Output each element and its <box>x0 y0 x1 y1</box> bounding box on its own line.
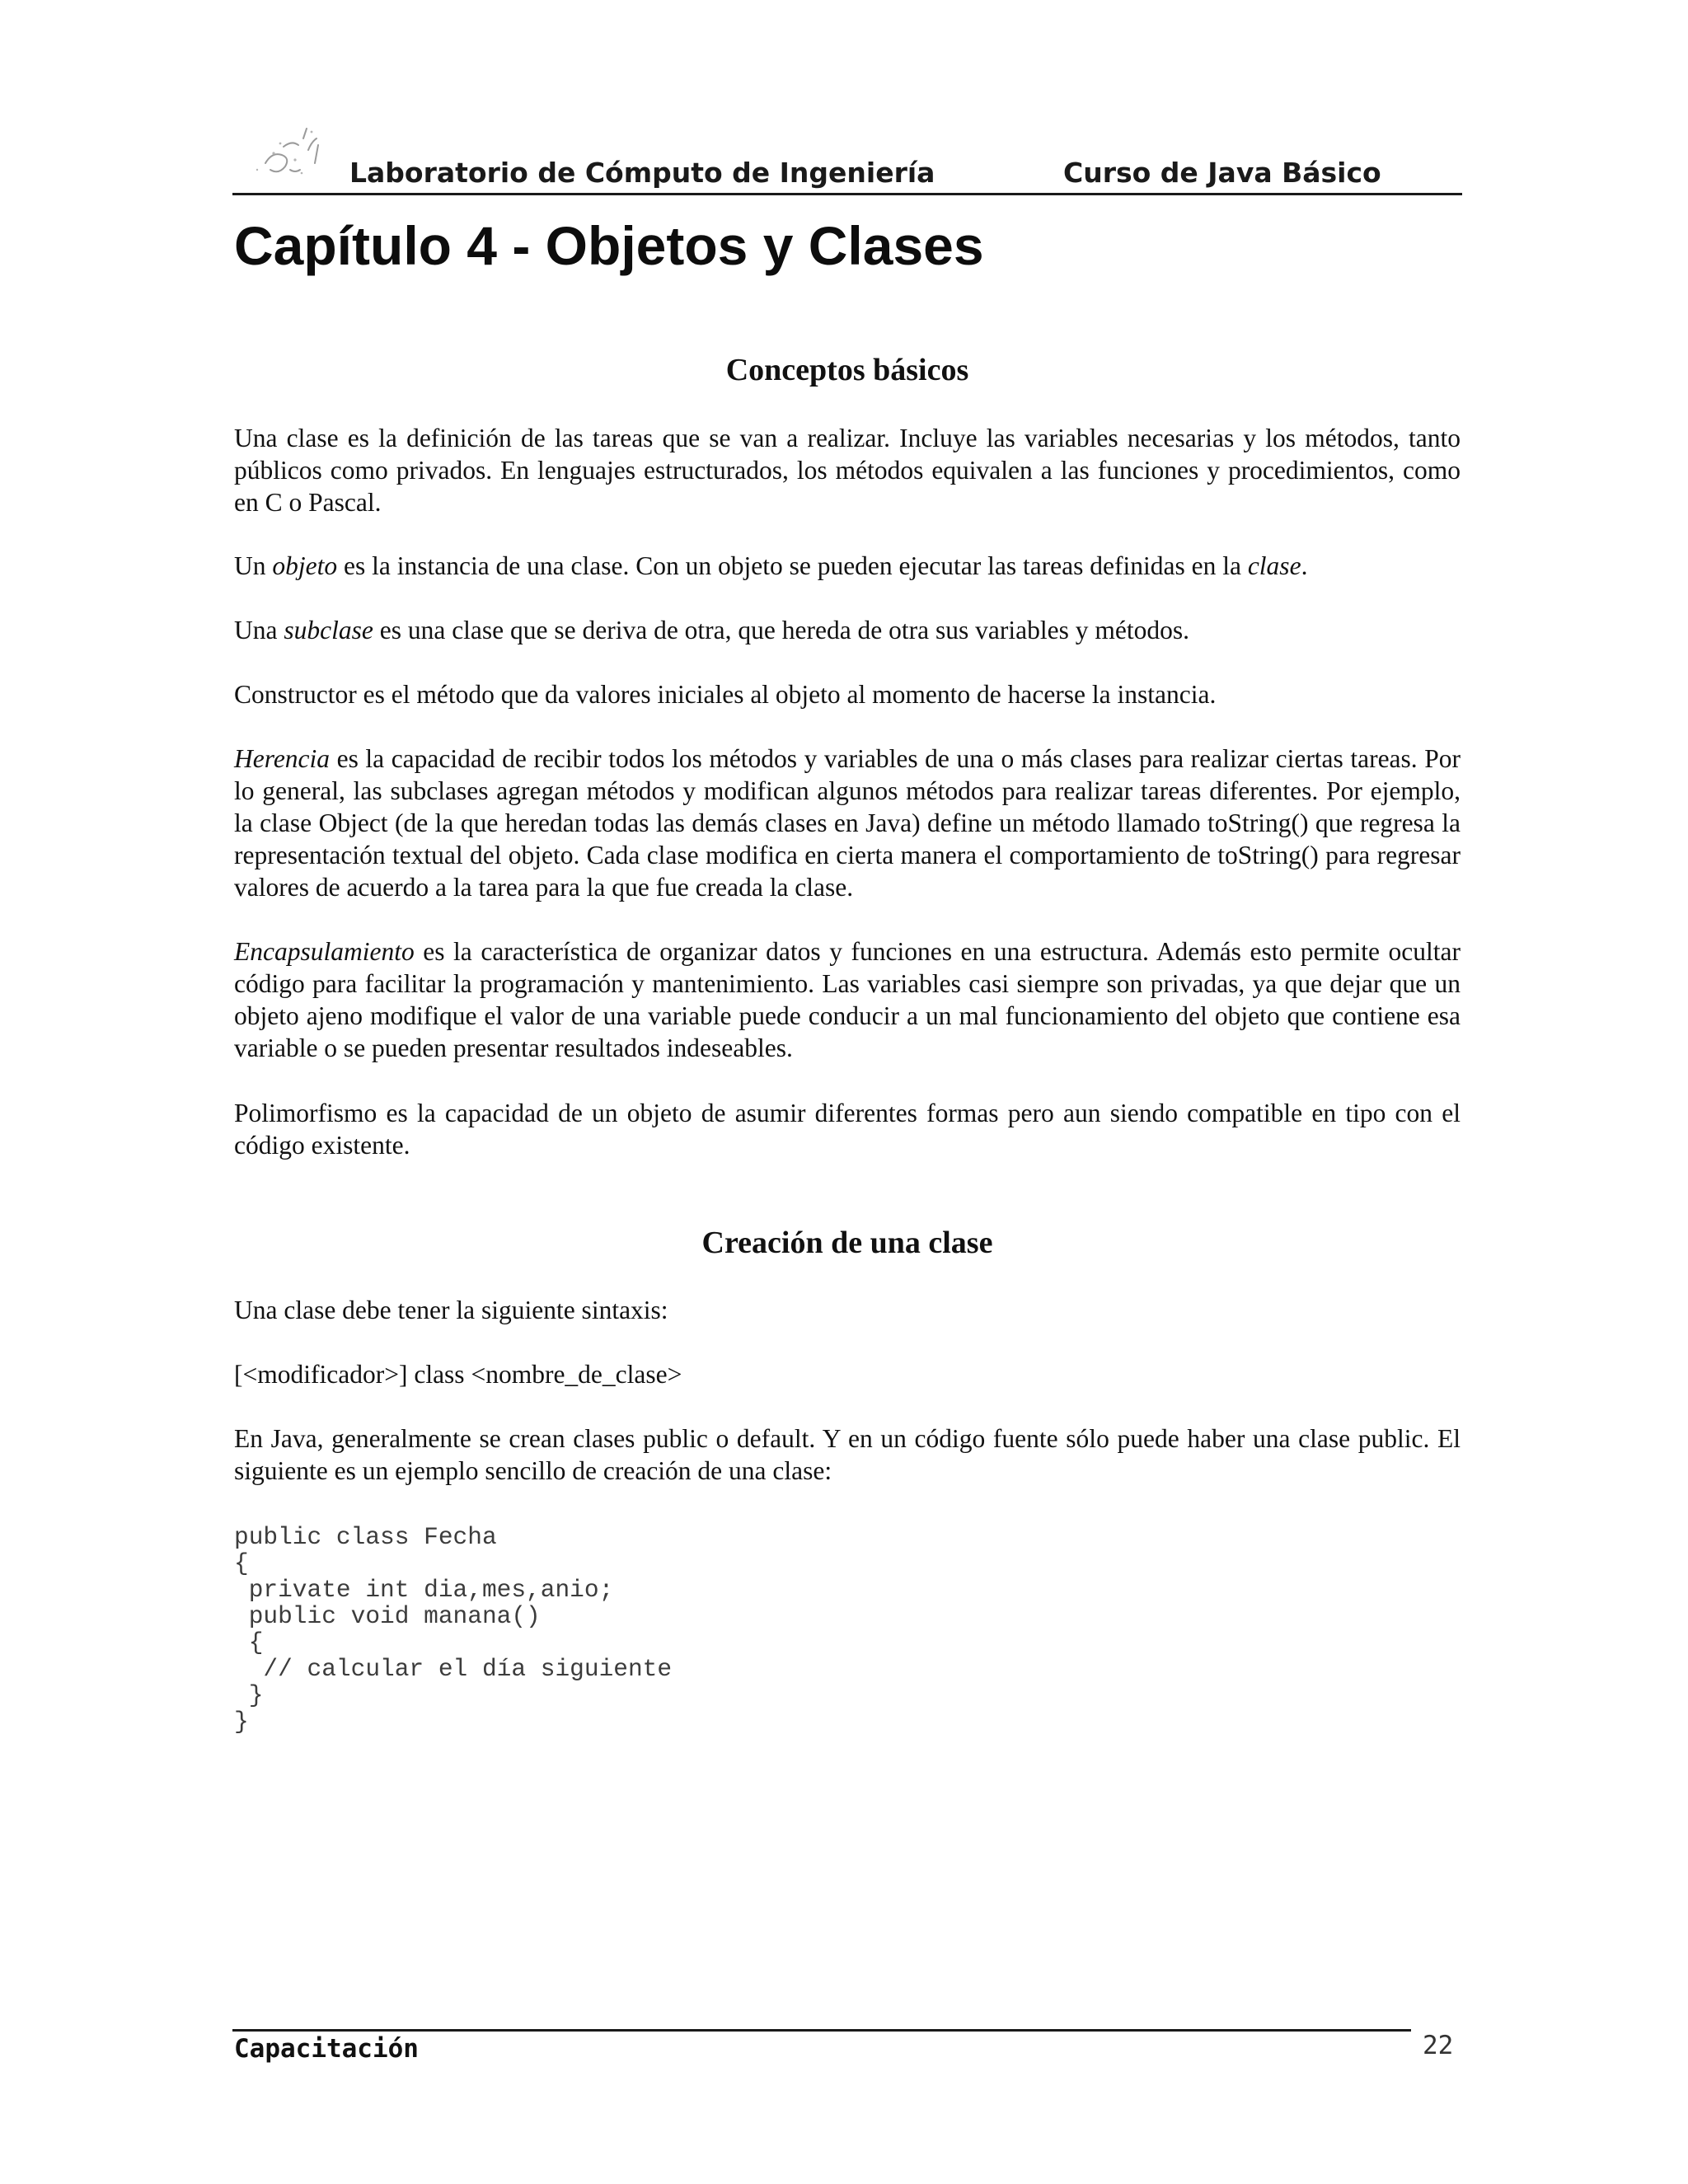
paragraph-polimorfismo: Polimorfismo es la capacidad de un objeto de asumir diferentes formas pero aun siendo compatible en tipo con el código existente. <box>234 1099 1461 1160</box>
paragraph-objeto: Un objeto es la instancia de una clase. Con un objeto se pueden ejecutar las tareas definidas en la clase. <box>234 551 1308 580</box>
running-header <box>232 150 1462 195</box>
section-heading-conceptos: Conceptos básicos <box>725 353 969 387</box>
paragraph-herencia: Herencia es la capacidad de recibir todos los métodos y variables de una o más clases para realizar ciertas tareas. Por lo general, las subclases agregan métodos y modifican algunos métodos para realizar tareas diferentes. Por ejemplo, la clase Object (de la que heredan todas las demás clases en Java) define un método llamado toString() que regresa la representación textual del objeto. Cada clase modifica en cierta manera el comportamiento de toString() para regresar valores de acuerdo a la tarea para la que fue creada la clase. <box>234 744 1461 902</box>
term-herencia: Herencia <box>234 744 331 773</box>
term-encapsulamiento: Encapsulamiento <box>234 937 415 966</box>
paragraph-sintaxis-intro: Una clase debe tener la siguiente sintaxis: <box>234 1296 668 1324</box>
header-lab-name: Laboratorio de Cómputo de Ingeniería <box>349 157 935 189</box>
chapter-title: Capítulo 4 - Objetos y Clases <box>234 215 984 276</box>
term-subclase: subclase <box>284 616 373 644</box>
paragraph-encapsulamiento: Encapsulamiento es la característica de organizar datos y funciones en una estructura. Además esto permite ocultar código para facilitar la programación y mantenimiento. Las variables casi siempre son privadas, ya que dejar que un objeto ajeno modifique el valor de una variable puede conducir a un mal funcionamiento del objeto que contiene esa variable o se pueden presentar resultados indeseables. <box>234 937 1461 1062</box>
paragraph-constructor: Constructor es el método que da valores iniciales al objeto al momento de hacerse la instancia. <box>234 680 1217 709</box>
code-example: public class Fecha { private int dia,mes,anio; public void manana() { // calcular el día siguiente } } <box>234 1523 673 1736</box>
term-clase: clase <box>1247 551 1301 580</box>
paragraph-java-clases: En Java, generalmente se crean clases public o default. Y en un código fuente sólo puede haber una clase public. El siguiente es un ejemplo sencillo de creación de una clase: <box>234 1424 1461 1485</box>
footer-rule <box>232 2029 1411 2032</box>
term-objeto: objeto <box>272 551 338 580</box>
header-course-name: Curso de Java Básico <box>1063 157 1381 189</box>
footer-label: Capacitación <box>234 2034 419 2064</box>
page-number: 22 <box>1423 2031 1454 2060</box>
paragraph-subclase: Una subclase es una clase que se deriva de otra, que hereda de otra sus variables y métodos. <box>234 616 1189 644</box>
class-syntax: [<modificador>] class <nombre_de_clase> <box>234 1360 682 1389</box>
paragraph-clase: Una clase es la definición de las tareas que se van a realizar. Incluye las variables necesarias y los métodos, tanto públicos como privados. En lenguajes estructurados, los métodos equivalen a las funciones y procedimientos, como en C o Pascal. <box>234 424 1461 517</box>
section-heading-creacion: Creación de una clase <box>701 1226 993 1260</box>
